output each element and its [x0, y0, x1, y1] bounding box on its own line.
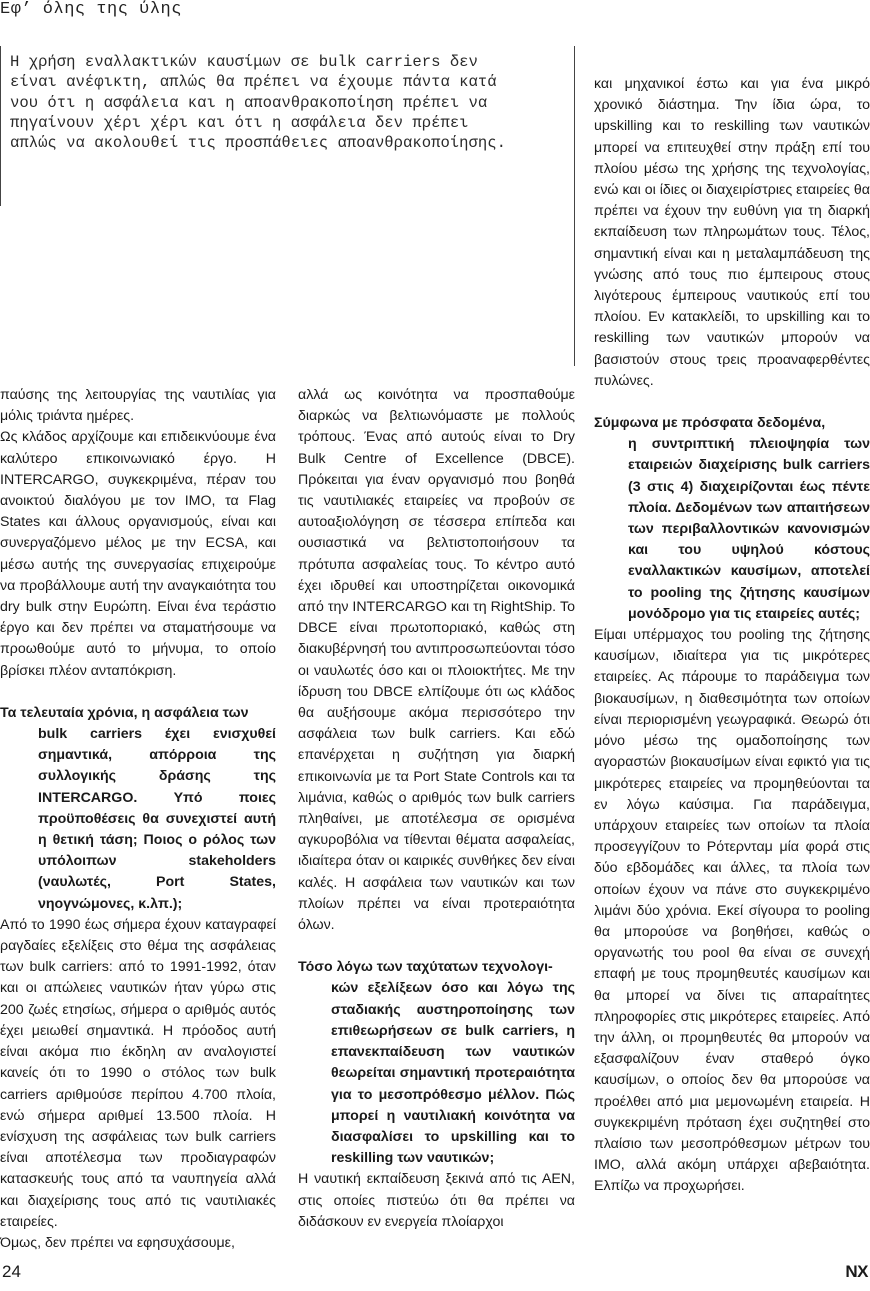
paragraph: αλλά ως κοινότητα να προσπαθούμε διαρκώς να βελτιωνόμαστε με πολλούς τρόπους. Ένας από αυτούς είναι το Dry Bulk Centre of Excellence (DBCE). Πρόκειται για έναν οργανισμό που βοηθά τις ναυτιλιακές εταιρείες να προβούν σε αυτοαξιολόγηση σε τέσσερα επίπεδα και ουσιαστικά να βελτιστοποιήσουν τα πρότυπα ασφαλείας τους. Το κέντρο αυτό έχει ιδρυθεί και υποστηρίζεται οικονομικά από την INTERCARGO και τη RightShip. Το DBCE είναι πρωτοποριακό, καθώς στη διακυβέρνησή του αντιπροσωπεύονται τόσο οι ναυλωτές όσο και οι πλοιοκτήτες. Με την ίδρυση του DBCE ελπίζουμε ότι ως κλάδος θα αυξήσουμε ακόμα περισσότερο την ασφάλεια των bulk carriers. Και εδώ επανέρχεται η συζήτηση για διαρκή επικοινωνία με τα Port State Controls και τα λιμάνια, καθώς ο αριθμός των bulk carriers πληθαίνει, με αποτέλεσμα σε ορισμένα αγκυροβόλια να τίθενται θέματα ασφαλείας, ιδιαίτερα όταν οι καιρικές συνθήκες δεν είναι καλές. Η ασφάλεια των ναυτικών και των πλοίων πρέπει να είναι προτεραιότητα όλων.: [298, 387, 575, 934]
pull-quote: Η χρήση εναλλακτικών καυσίμων σε bulk carriers δεν είναι ανέφικτη, απλώς θα πρέπει να έχουμε πάντα κατά νου ότι η ασφάλεια και η απoανθρακοποίηση πρέπει να πηγαίνουν χέρι χέρι και ότι η ασφάλεια δεν πρέπει απλώς να ακολουθεί τις προσπάθειες απoανθρακοποίησης.: [10, 53, 506, 153]
running-header: Εφ’ όλης της ύλης: [0, 0, 182, 19]
question-lead-line: Τόσο λόγω των ταχύτατων τεχνολογι-: [298, 959, 553, 976]
question-lead-line: Τα τελευταία χρόνια, η ασφάλεια των: [0, 704, 249, 721]
interview-question: [0, 703, 276, 915]
interview-question: [594, 413, 870, 625]
question-text: bulk carriers έχει ενισχυθεί σημαντικά, απόρροια της συλλογικής δράσης της INTERCARGO. Υπό ποιες προϋποθέσεις θα συνεχιστεί αυτή η θετική τάση; Ποιος ο ρόλος των υπόλοιπων stakeholders (ναυλωτές, Port States, νηογνώμονες, κ.λπ.);: [38, 726, 276, 912]
question-text: η συντριπτική πλειοψηφία των εταιρειών διαχείρισης bulk carriers (3 στις 4) διαχειρίζονται έως πέντε πλοία. Δεδομένων των απαιτήσεων των περιβαλλοντικών κανονισμών και του υψηλού κόστους εναλλακτικών καυσίμων, αποτελεί το pooling της ζήτησης καυσίμων μονόδρομο για τις εταιρείες αυτές;: [628, 436, 870, 622]
article-column-3: [594, 74, 870, 1198]
article-column-2: [298, 385, 575, 1233]
question-text: κών εξελίξεων όσο και λόγω της σταδιακής αυστηροποίησης των επιθεωρήσεων σε bulk carriers, η επανεκπαίδευση των ναυτικών θεωρείται σημαντική προτεραιότητα για το μεσοπρόθεσμο μέλλον. Πώς μπορεί η ναυτιλιακή κοινότητα να διασφαλίσει το upskilling και το reskilling των ναυτικών;: [331, 980, 575, 1167]
paragraph: Όμως, δεν πρέπει να εφησυχάσουμε,: [0, 1234, 235, 1251]
paragraph: Η ναυτική εκπαίδευση ξεκινά από τις ΑΕΝ, στις οποίες πιστεύω ότι θα πρέπει να διδάσκουν εν ενεργεία πλοίαρχοι: [298, 1171, 575, 1230]
page-number: 24: [2, 1262, 21, 1281]
paragraph: και μηχανικοί έστω και για ένα μικρό χρονικό διάστημα. Την ίδια ώρα, το upskilling και το reskilling των ναυτικών μπορεί να επιτευχθεί στην πράξη επί του πλοίου μέσω της χρήσης της τεχνολογίας, ενώ και οι ίδιες οι διαχειρίστριες εταιρείες θα πρέπει να έχουν την ευθύνη για τη διαρκή εκπαίδευση των πληρωμάτων τους. Τέλος, σημαντική είναι και η μεταλαμπάδευση της γνώσης από τους πιο έμπειρους στους λιγότερους έμπειρους ναυτικούς επί του πλοίου. Εν κατακλείδι, το upskilling και το reskilling των ναυτικών μπορούν να βασιστούν στους τρεις προαναφερθέντες πυλώνες.: [594, 76, 870, 389]
article-column-1: [0, 385, 276, 1254]
paragraph: Είμαι υπέρμαχος του pooling της ζήτησης καυσίμων, ιδιαίτερα για τις μικρότερες εταιρείες. Ας πάρουμε το παράδειγμα των βιοκαυσίμων, η διαθεσιμότητα των οποίων είναι περιορισμένη γεωγραφικά. Θεωρώ ότι μόνο μέσω της ομαδοποίησης των αγοραστών βιοκαυσίμων είναι εφικτό για τις μικρότερες εταιρείες να προμηθεύονται τα εν λόγω καύσιμα. Για παράδειγμα, υπάρχουν εταιρείες των οποίων τα πλοία προσεγγίζουν το Ρότερνταμ μία φορά στις δύο εβδομάδες και άλλες, τα πλοία των οποίων έχουν να πάνε στο συγκεκριμένο λιμάνι δύο χρόνια. Εκεί σίγουρα το pooling θα μπορούσε να βοηθήσει, καθώς ο οργανωτής του pool θα είναι σε συνεχή επαφή με τους προμηθευτές καυσίμων και θα μπορεί να δίνει τις απαραίτητες πληροφορίες στις μικρότερες εταιρείες. Από την άλλη, οι προμηθευτές θα μπορούν να εξασφαλίζουν έναν σταθερό όγκο καυσίμων, ο οποίος δεν θα μπορούσε να προέλθει από μια μεμονωμένη εταιρεία. Η συγκεκριμένη πρόταση έχει συζητηθεί στο πλαίσιο των μεσοπρόθεσμων μέτρων του IMO, αλλά ακόμη υπάρχει αβεβαιότητα. Ελπίζω να προχωρήσει.: [594, 627, 870, 1195]
paragraph: Από το 1990 έως σήμερα έχουν καταγραφεί ραγδαίες εξελίξεις στο θέμα της ασφάλειας των bulk carriers: από το 1991-1992, όταν και οι απώλειες ναυτικών ήταν γύρω στις 200 ζωές ετησίως, σήμερα ο αριθμός αυτός έχει μειωθεί σημαντικά. Η πρόοδος αυτή είναι ακόμα πιο έκδηλη αν αναλογιστεί κανείς ότι το 1990 ο στόλος των bulk carriers αριθμούσε περίπου 4.700 πλοία, ενώ σήμερα αριθμεί 13.500 πλοία. Η ενίσχυση της ασφάλειας των bulk carriers είναι αποτέλεσμα των προδιαγραφών κατασκευής τους από τα ναυπηγεία αλλά και διαχείρισης τους από τις ναυτιλιακές εταιρείες.: [0, 916, 276, 1230]
paragraph: Ως κλάδος αρχίζουμε και επιδεικνύουμε ένα καλύτερο επικοινωνιακό έργο. Η INTERCARGO, συγκεκριμένα, πέραν του ανοικτού διαλόγου με τον IMO, τα Flag States και άλλους οργανισμούς, είναι και συνεργαζόμενο μέλος με την ECSA, και μέσω αυτής της συνεργασίας επιχειρούμε να προβάλλουμε αυτή την αναγκαιότητα του dry bulk στην Ευρώπη. Είναι ένα τεράστιο έργο και δεν πρέπει να σταματήσουμε να προωθούμε αυτό το μήνυμα, το οποίο βρίσκει πλέον ανταπόκριση.: [0, 429, 276, 679]
pull-quote-left-rule: [0, 46, 1, 206]
question-lead-line: Σύμφωνα με πρόσφατα δεδομένα,: [594, 415, 826, 432]
brand-logo: NX: [845, 1262, 868, 1281]
interview-question: [298, 957, 575, 1169]
paragraph: παύσης της λειτουργίας της ναυτιλίας για μόλις τριάντα ημέρες.: [0, 387, 276, 425]
column-divider-rule: [574, 46, 575, 366]
